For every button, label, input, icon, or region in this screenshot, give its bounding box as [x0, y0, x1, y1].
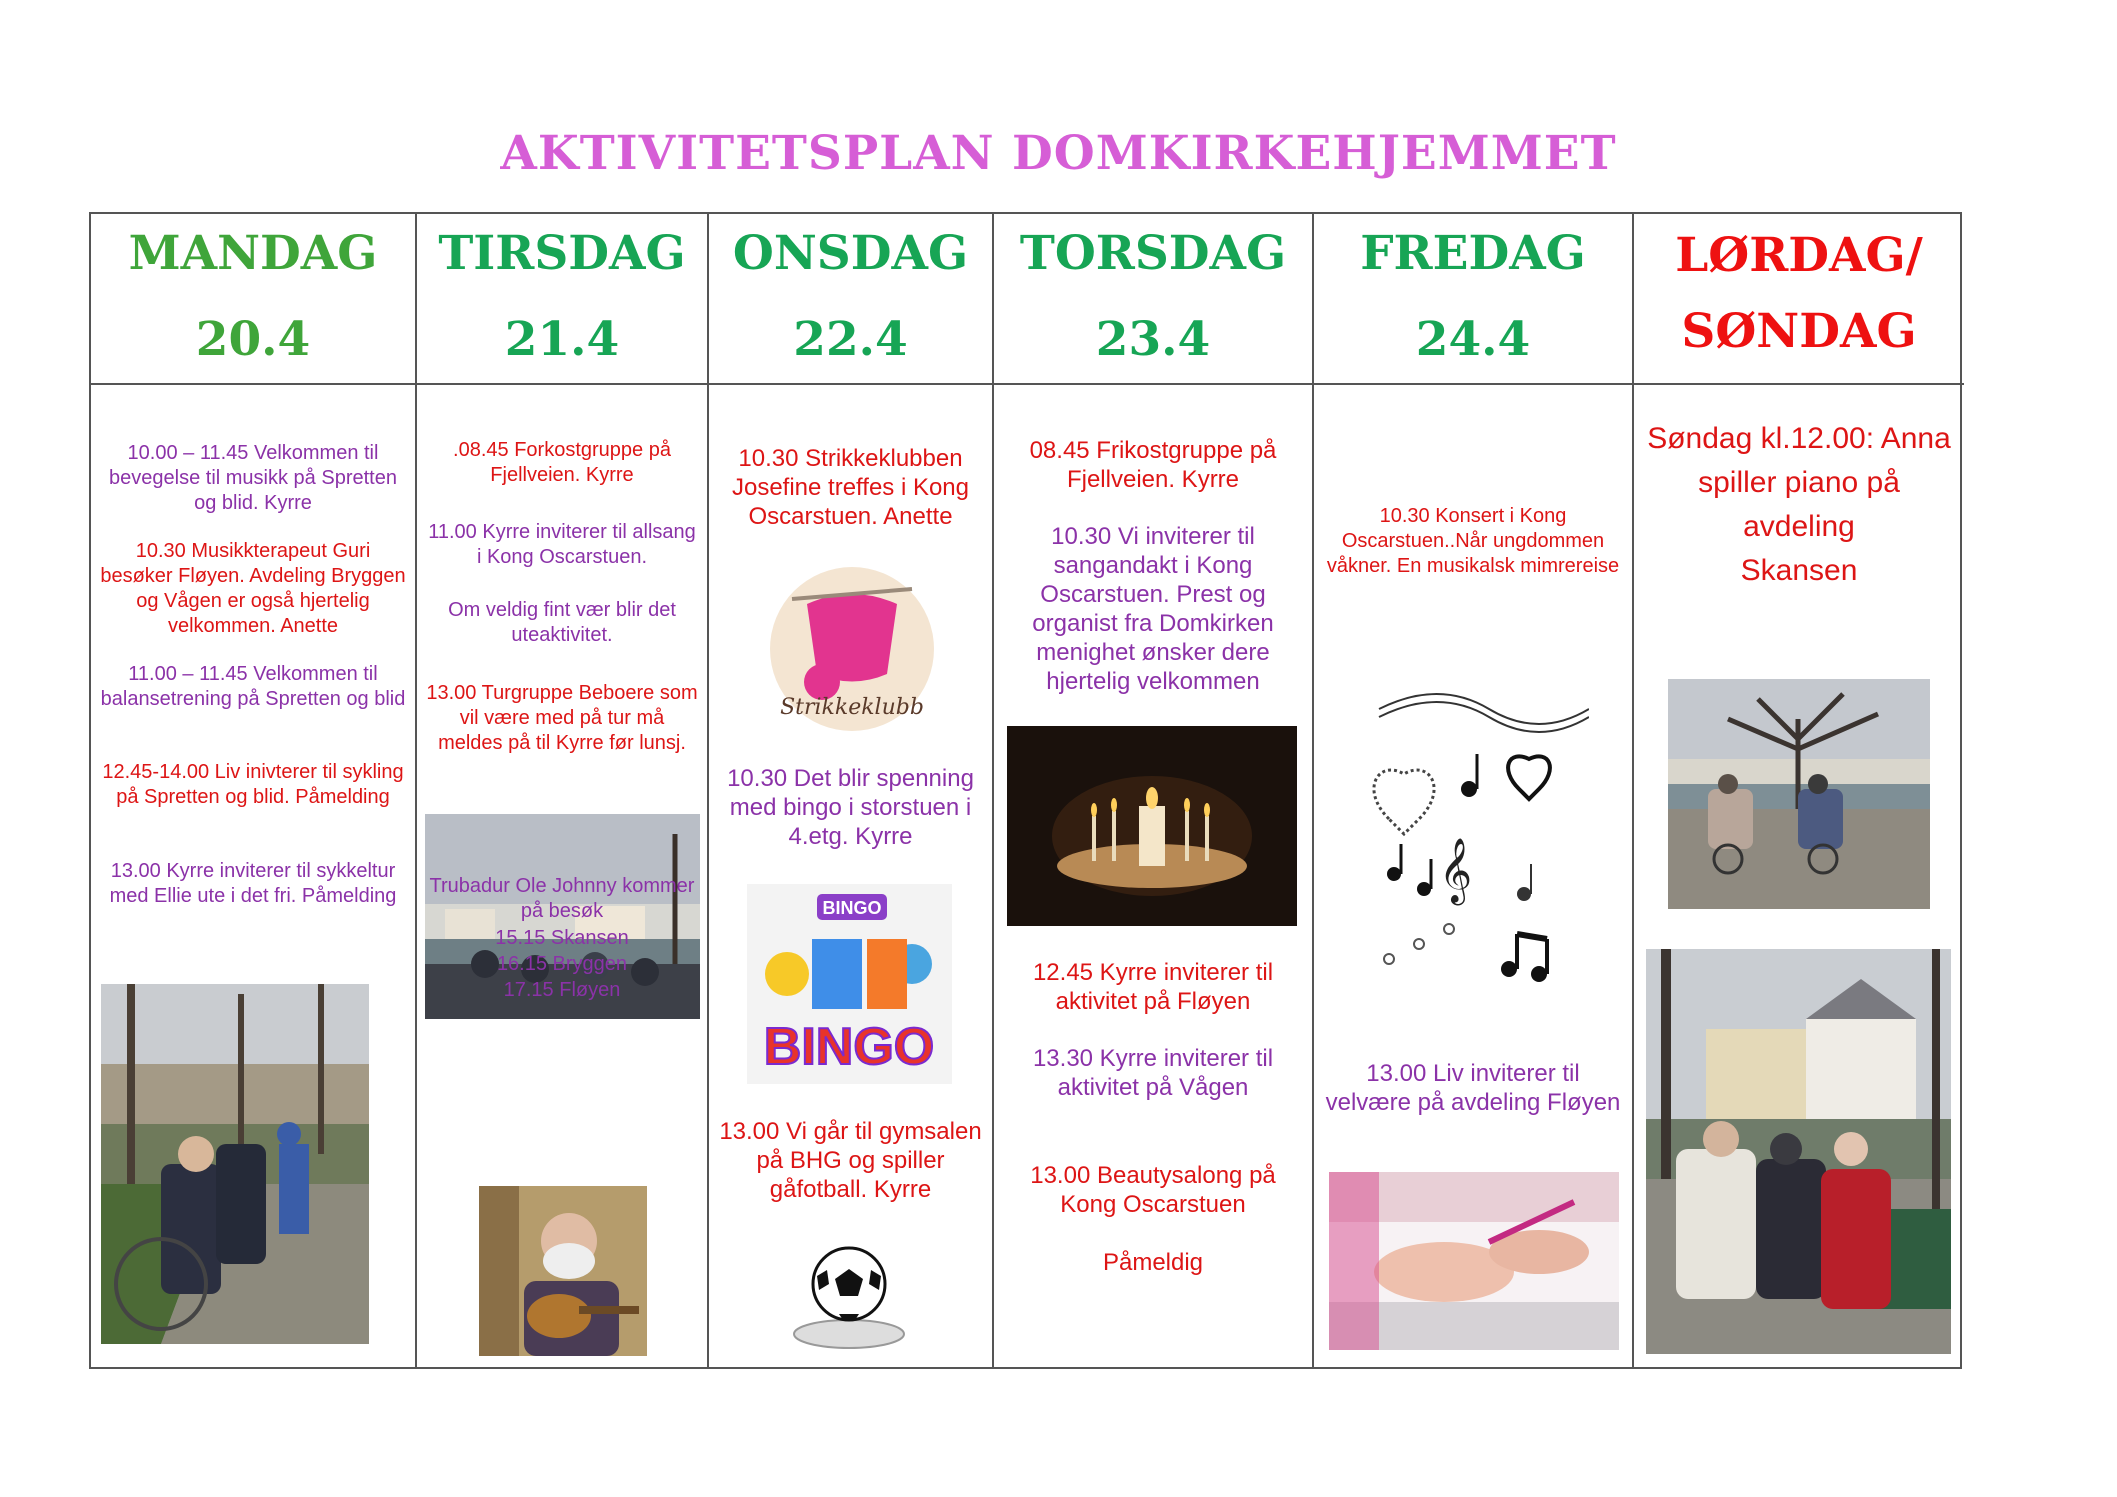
activity-entry: 10.30 Strikkeklubben Josefine treffes i Kong Oscarstuen. Anette — [731, 445, 970, 530]
activity-entry: 10.30 Musikkterapeut Guri besøker Fløyen. Avdeling Bryggen og Vågen er også hjertelig velkommen. Anette — [100, 540, 406, 637]
header-torsdag — [994, 214, 1312, 385]
activity-entry: 13.00 Liv inviterer til velvære på avdeling Fløyen — [1325, 1060, 1621, 1116]
park-walk-photo — [101, 984, 369, 1344]
column-onsdag — [709, 214, 994, 1367]
activity-entry: 10.00 – 11.45 Velkommen til bevegelse til musikk på Spretten og blid. Kyrre — [109, 442, 397, 514]
activity-plan-table — [89, 212, 1962, 1369]
activity-entry: .08.45 Forkostgruppe på Fjellveien. Kyrre — [453, 439, 671, 486]
candles-photo — [1007, 726, 1297, 926]
activity-entry: 10.30 Det blir spenning med bingo i storstuen i 4.etg. Kyrre — [727, 765, 974, 850]
header-mandag — [91, 214, 415, 385]
column-torsdag — [994, 214, 1314, 1367]
day-date: 21.4 — [504, 312, 620, 367]
day-name: TORSDAG — [1019, 226, 1287, 281]
football-icon — [789, 1234, 909, 1354]
activity-entry: Om veldig fint vær blir det uteaktivitet. — [448, 599, 676, 646]
day-name: ONSDAG — [732, 226, 969, 281]
activity-entry: 15.15 Skansen — [495, 927, 629, 949]
column-tirsdag — [417, 214, 709, 1367]
activity-entry: 11.00 Kyrre inviterer til allsang i Kong Oscarstuen. — [428, 521, 696, 568]
activity-entry: 13.30 Kyrre inviterer til aktivitet på Vågen — [1032, 1045, 1274, 1101]
lake-wheelchairs-photo — [1668, 679, 1930, 909]
day-name: TIRSDAG — [438, 226, 686, 281]
header-fredag — [1314, 214, 1632, 385]
activity-entry: 12.45 Kyrre inviterer til aktivitet på Fløyen — [1032, 959, 1274, 1015]
activity-entry: 13.00 Turgruppe Beboere som vil være med på tur må meldes på til Kyrre før lunsj. — [426, 682, 698, 754]
column-mandag — [91, 214, 417, 1367]
guitar-troubadour-photo — [479, 1186, 647, 1356]
bingo-logo — [747, 884, 952, 1084]
activity-entry: 10.30 Vi inviterer til sangandakt i Kong Oscarstuen. Prest og organist fra Domkirken menighet ønsker dere hjertelig velkommen — [1032, 523, 1274, 695]
activity-entry: Skansen — [1740, 554, 1858, 587]
day-name: LØRDAG/ — [1675, 228, 1923, 283]
park-bench-group-photo — [1646, 949, 1951, 1354]
activity-entry: 17.15 Fløyen — [503, 979, 621, 1001]
header-tirsdag — [417, 214, 707, 385]
activity-entry: 16.15 Bryggen — [496, 953, 628, 975]
knitting-logo-text: Strikkeklubb — [780, 695, 924, 720]
bingo-big-text: BINGO — [763, 1018, 935, 1076]
activity-entry: 13.00 Vi går til gymsalen på BHG og spiller gåfotball. Kyrre — [719, 1118, 982, 1203]
day-date: 24.4 — [1415, 312, 1531, 367]
day-date: 23.4 — [1095, 312, 1211, 367]
column-fredag — [1314, 214, 1634, 1367]
activity-entry: Trubadur Ole Johnny kommer på besøk — [429, 875, 695, 922]
activity-entry: Påmeldig — [1102, 1249, 1204, 1276]
column-weekend — [1634, 214, 1964, 1367]
activity-entry: 13.00 Beautysalong på Kong Oscarstuen — [1030, 1162, 1276, 1218]
activity-entry: 10.30 Konsert i Kong Oscarstuen..Når ungdommen våkner. En musikalsk mimrereise — [1326, 505, 1620, 577]
manicure-photo — [1329, 1172, 1619, 1350]
day-date: SØNDAG — [1681, 304, 1917, 359]
header-weekend — [1634, 214, 1964, 385]
music-notes-illustration — [1359, 679, 1589, 999]
day-name: FREDAG — [1360, 226, 1586, 281]
activity-entry: Søndag kl.12.00: Anna spiller piano på avdeling — [1647, 422, 1951, 543]
activity-entry: 08.45 Frikostgruppe på Fjellveien. Kyrre — [1029, 437, 1277, 493]
page-title: AKTIVITETSPLAN DOMKIRKEHJEMMET — [500, 126, 1617, 181]
activity-entry: 13.00 Kyrre inviterer til sykkeltur med Ellie ute i det fri. Påmelding — [109, 860, 397, 907]
activity-entry: 11.00 – 11.45 Velkommen til balansetrening på Spretten og blid — [100, 663, 406, 710]
knitting-club-logo — [767, 564, 937, 734]
day-date: 22.4 — [793, 312, 908, 367]
day-name: MANDAG — [128, 226, 378, 281]
header-onsdag — [709, 214, 992, 385]
svg-text:𝄞: 𝄞 — [1439, 838, 1473, 903]
bingo-small-text: BINGO — [822, 898, 882, 918]
activity-entry: 12.45-14.00 Liv inivterer til sykling på Spretten og blid. Påmelding — [102, 761, 404, 808]
day-date: 20.4 — [195, 312, 311, 367]
